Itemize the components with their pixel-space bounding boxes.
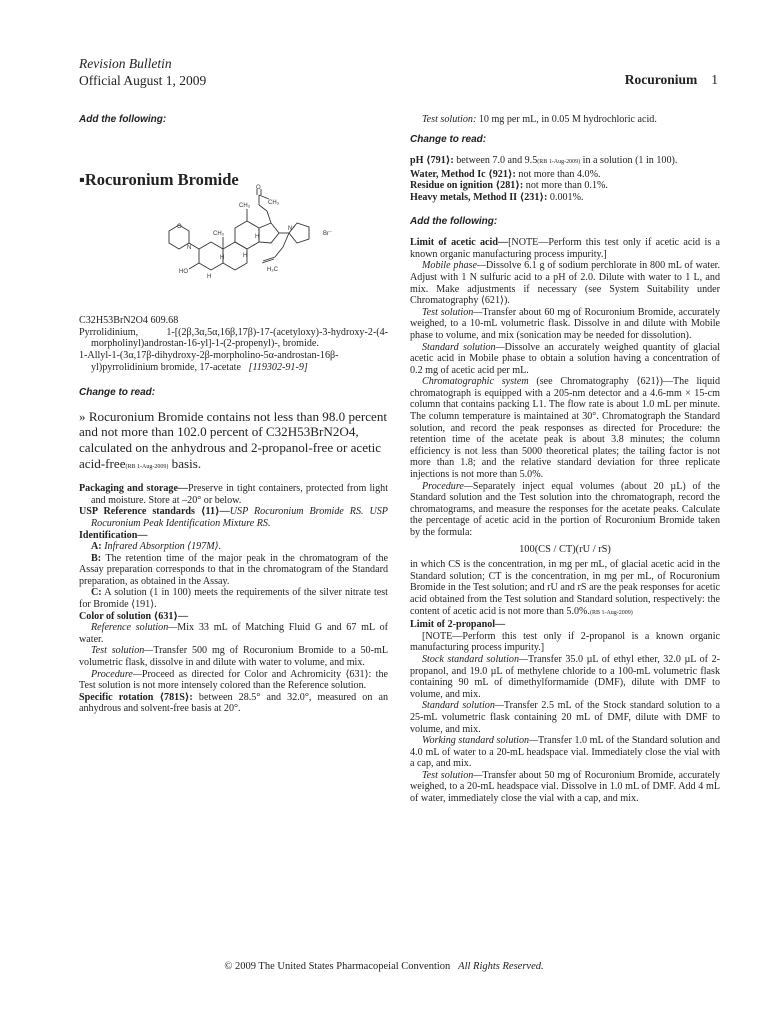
water-test: Water, Method Ic ⟨921⟩: not more than 4.0%. (410, 168, 601, 180)
add-following-label: Add the following: (79, 114, 167, 125)
monograph-title: ▪Rocuronium Bromide (79, 169, 239, 189)
chemical-structure-diagram (155, 185, 395, 307)
page-footer (0, 961, 768, 972)
working-standard-solution: Working standard solution—Transfer 1.0 mL of the Standard solution and 4.0 mL of water to a 20-mL headspace vial. Immediately close the vial with a cap, and mix. (410, 735, 720, 770)
acetic-test-solution: Test solution—Transfer about 60 mg of Rocuronium Bromide, accurately weighed, to a 10-mL volumetric flask. Dissolve in and dilute with Mobile phase to volume, and mix (sonication may be needed for dissolution). (410, 306, 721, 341)
mobile-phase: Mobile phase—Dissolve 6.1 g of sodium perchlorate in 800 mL of water. Adjust with 1 N sulfuric acid to a pH of 2.0. Dilute with water to 1 L, and mix. Make adjustments if necessary (see System Suitability under Chromatography ⟨621⟩). (410, 260, 720, 307)
heavy-metals: Heavy metals, Method II ⟨231⟩: 0.001%. (410, 191, 584, 203)
copyright-text: © 2009 The United States Pharmacopeial Convention (224, 961, 451, 972)
left-column (79, 114, 388, 715)
structure-label-h1: H (207, 274, 212, 281)
structure-label-ch3c: CH₃ (268, 200, 280, 207)
page-number: 1 (711, 72, 718, 87)
rights-text: All Rights Reserved. (458, 961, 544, 972)
propanol-note: [NOTE—Perform this test only if 2-propanol is a known organic manufacturing process impurity.] (410, 630, 720, 654)
official-date: Official August 1, 2009 (79, 73, 207, 88)
change-to-read-label: Change to read: (79, 387, 156, 399)
structure-label-nplus: N⁺ (288, 226, 296, 233)
limit-acetic-acid: Limit of acetic acid—[NOTE—Perform this test only if acetic acid is a known organic manufacturing process impurity.] (410, 237, 721, 260)
propanol-test-solution: Test solution—Transfer about 50 mg of Rocuronium Bromide, accurately weighed, to a 20-mL headspace vial. Dissolve in 1.0 mL of DMF. Add 4 mL of water, immediately close the vial with a cap, and mix. (410, 769, 721, 805)
stock-standard-solution: Stock standard solution—Transfer 35.0 µL of ethyl ether, 32.0 µL of 2-propanol, and 19.0 µL of methylene chloride to a 100-mL volumetric flask containing 90 mL of dimethylformamide (DMF), dilute with DMF to volume, and mix. (410, 653, 720, 700)
reference-solution: Reference solution—Mix 33 mL of Matching Fluid G and 67 mL of water. (79, 622, 389, 645)
packaging-storage: Packaging and storage—Preserve in tight containers, protected from light and moisture. Store at –20° or below. (79, 483, 389, 506)
definition-paragraph: » Rocuronium Bromide contains not less than 98.0 percent and not more than 102.0 percent of C32H53BrN2O4, calculated on the anhydrous and 2-propanol-free or acetic acid-free(RB 1-Aug-2009) basis. (79, 408, 388, 471)
structure-label-h4: H (255, 234, 260, 241)
structure-label-ch2: H₂C (267, 267, 278, 274)
color-of-solution-heading: Color of solution ⟨631⟩— (79, 610, 189, 622)
propanol-standard-solution: Standard solution—Transfer 2.5 mL of the Stock standard solution to a 25-mL volumetric flask containing 20 mL of DMF, dilute with DMF to volume, and mix. (410, 700, 720, 735)
formula-explanation: in which CS is the concentration, in mg per mL, of glacial acetic acid in the Standard solution; CT is the concentration, in mg per mL, of Rocuronium Bromide in the Test solution; and rU and rS are the peak responses for acetic acid obtained from the Test solution and Standard solution, respectively: the content of acetic acid is not more than 5.0%.(RB 1-Aug-2009) (410, 559, 720, 617)
structure-label-n: N (187, 245, 192, 252)
residue-on-ignition: Residue on ignition ⟨281⟩: not more than 0.1%. (410, 180, 608, 192)
usp-reference-standards: USP Reference standards ⟨11⟩—USP Rocuronium Bromide RS. USP Rocuronium Peak Identification Mixture RS. (79, 506, 388, 529)
specific-rotation: Specific rotation ⟨781S⟩: between 28.5° and 32.0°, measured on an anhydrous and solvent-free basis at 20°. (79, 691, 389, 715)
structure-label-h3: H (243, 253, 248, 260)
acetic-procedure: Procedure—Separately inject equal volumes (about 20 µL) of the Standard solution and the Test solution into the chromatograph, record the chromatograms, and measure the responses for the acetate peaks. Calculate the percentage of acetic acid in the portion of Rocuronium Bromide taken by the formula: (410, 480, 720, 538)
running-header-left (79, 55, 206, 89)
molecular-formula: C32H53BrN2O4 609.68 (79, 315, 179, 327)
structure-label-o: O (177, 224, 182, 231)
bulletin-label: Revision Bulletin (79, 56, 172, 71)
structure-label-ho: HO (179, 269, 188, 276)
chemical-name-1: Pyrrolidinium, 1-[(2β,3α,5α,16β,17β)-17-(acetyloxy)-3-hydroxy-2-(4-morpholinyl)androstan-16-yl]-1-(2-propenyl)-, bromide. (79, 326, 388, 350)
color-test-solution: Test solution—Transfer 500 mg of Rocuronium Bromide to a 50-mL volumetric flask, dissolve in and dilute with water to volume, and mix. (79, 645, 388, 669)
test-solution-line: Test solution: 10 mg per mL, in 0.05 M hydrochloric acid. (422, 114, 657, 125)
identification-c: C: A solution (1 in 100) meets the requirements of the silver nitrate test for Bromide ⟨191⟩. (79, 587, 388, 611)
chromatographic-system: Chromatographic system (see Chromatography ⟨621⟩)—The liquid chromatograph is equipped with a 205-nm detector and a 4.6-mm × 15-cm column that contains packing L1. The flow rate is about 1.0 mL per minute. The column temperature is maintained at 30°. Chromatograph the Standard solution, and record the peak responses as directed for Procedure: the retention time of the acetate peak is about 3.8 minutes; the column efficiency is not less than 5000 theoretical plates; the tailing factor is not more than 1.8; and the relative standard deviation for three replicate injections is not more than 5.0%. (410, 376, 721, 481)
limit-2-propanol-heading: Limit of 2-propanol— (410, 619, 506, 631)
identification-heading: Identification— (79, 529, 148, 541)
acetic-formula: 100(CS / CT)(rU / rS) (519, 543, 611, 555)
structure-label-ch3a: CH₃ (213, 231, 225, 238)
change-to-read-label-2: Change to read: (410, 133, 487, 145)
structure-label-h2: H (220, 255, 225, 262)
add-following-label-2: Add the following: (410, 215, 498, 227)
color-procedure: Procedure—Proceed as directed for Color and Achromicity ⟨631⟩: the Test solution is not more intensely colored than the Reference solution. (79, 668, 388, 692)
structure-label-ch3b: CH₃ (239, 203, 251, 210)
structure-label-o2: O (256, 185, 261, 192)
acetic-standard-solution: Standard solution—Dissolve an accurately weighed quantity of glacial acetic acid in Mobile phase to obtain a solution having a concentration of 0.2 mg of acetic acid per mL. (410, 341, 721, 376)
structure-label-br: Br⁻ (323, 231, 333, 238)
right-column (410, 114, 720, 805)
chemical-name-2: 1-Allyl-1-(3α,17β-dihydroxy-2β-morpholino-5α-androstan-16β-yl)pyrrolidinium bromide, 17-acetate [119302-91-9] (79, 349, 339, 373)
identification-b: B: The retention time of the major peak in the chromatogram of the Assay preparation corresponds to that in the chromatogram of the Standard preparation, as obtained in the Assay. (79, 552, 388, 587)
monograph-name: Rocuronium (624, 72, 698, 87)
running-header-right (625, 72, 718, 88)
ph-test: pH ⟨791⟩: between 7.0 and 9.5(RB 1-Aug-2009) in a solution (1 in 100). (410, 155, 678, 167)
identification-a: A: Infrared Absorption ⟨197M⟩. (91, 541, 222, 553)
